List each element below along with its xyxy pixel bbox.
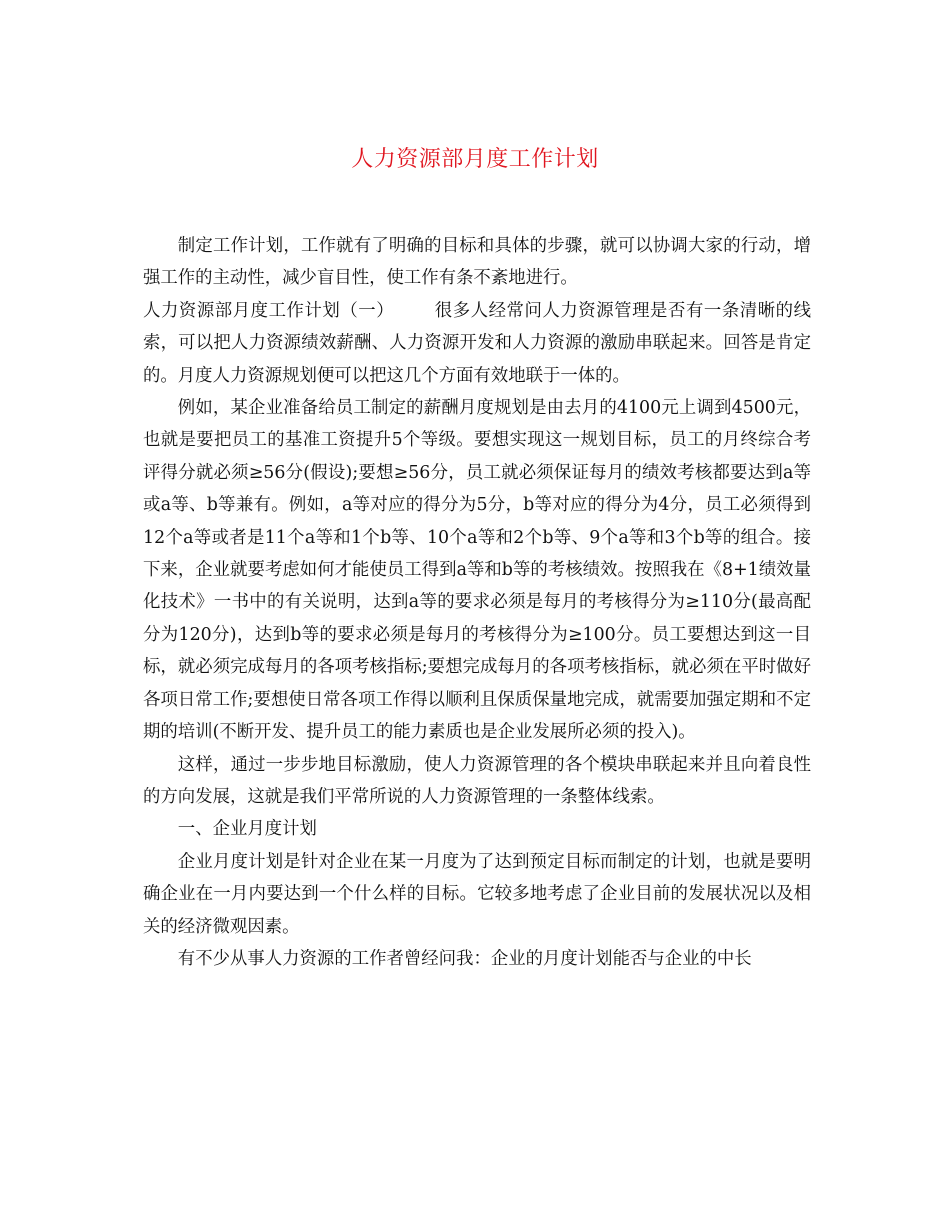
section-one-heading: 人力资源部月度工作计划（一） (143, 300, 395, 321)
heading-enterprise-monthly-plan: 一、企业月度计划 (177, 819, 317, 840)
document-title: 人力资源部月度工作计划 (351, 147, 599, 172)
section-one-text: 很多人经常问人力资源管理是否有一条清晰的线索，可以把人力资源绩效薪酬、人力资源开发和人力资源的激励串联起来。回答是肯定的。月度人力资源规划便可以把这几个方面有效地联于一体的。 (143, 300, 811, 386)
paragraph-example: 例如，某企业准备给员工制定的薪酬月度规划是由去月的4100元上调到4500元，也就是要把员工的基准工资提升5个等级。要想实现这一规划目标，员工的月终综合考评得分就必须≥56分(假设);要想≥56分，员工就必须保证每月的绩效考核都要达到a等或a等、b等兼有。例如，a等对应的得分为5分，b等对应的得分为4分，员工必须得到12个a等或者是11个a等和1个b等、10个a等和2个b等、9个a等和3个b等的组合。接下来，企业就要考虑如何才能使员工得到a等和b等的考核绩效。按照我在《8+1绩效量化技术》一书中的有关说明，达到a等的要求必须是每月的考核得分为≥110分(最高配分为120分)，达到b等的要求必须是每月的考核得分为≥100分。员工要想达到这一目标，就必须完成每月的各项考核指标;要想完成每月的各项考核指标，就必须在平时做好各项日常工作;要想使日常各项工作得以顺利且保质保量地完成，就需要加强定期和不定期的培训(不断开发、提升员工的能力素质也是企业发展所必须的投入)。 (143, 398, 811, 743)
document-body (143, 230, 811, 975)
paragraph-section-one (143, 295, 811, 392)
paragraph-intro: 制定工作计划，工作就有了明确的目标和具体的步骤，就可以协调大家的行动，增强工作的主动性，减少盲目性，使工作有条不紊地进行。 (143, 236, 811, 289)
paragraph-conclusion: 这样，通过一步步地目标激励，使人力资源管理的各个模块串联起来并且向着良性的方向发展，这就是我们平常所说的人力资源管理的一条整体线索。 (143, 754, 811, 807)
paragraph-question: 有不少从事人力资源的工作者曾经问我：企业的月度计划能否与企业的中长 (177, 948, 752, 969)
paragraph-monthly-plan: 企业月度计划是针对企业在某一月度为了达到预定目标而制定的计划，也就是要明确企业在一月内要达到一个什么样的目标。它较多地考虑了企业目前的发展状况以及相关的经济微观因素。 (143, 851, 811, 937)
